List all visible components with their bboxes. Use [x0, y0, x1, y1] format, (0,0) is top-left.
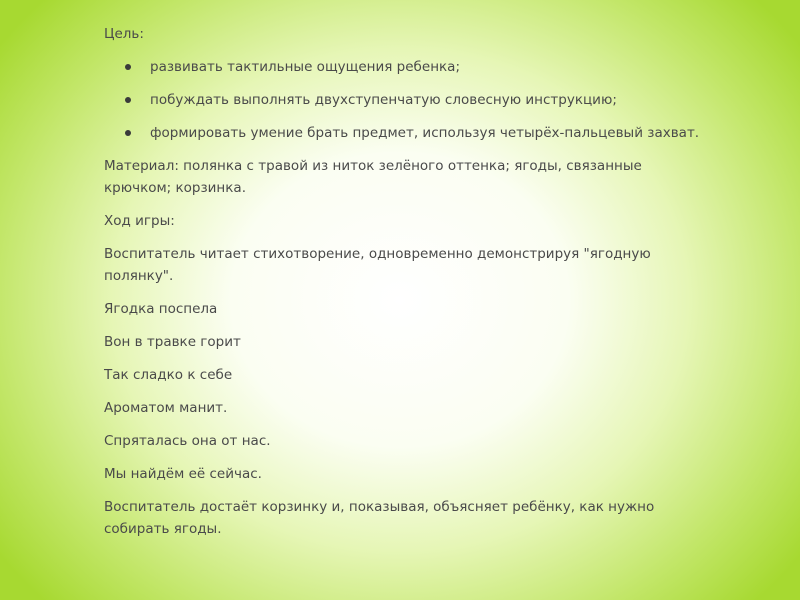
list-item [104, 89, 704, 111]
poem-line: Мы найдём её сейчас. [104, 466, 262, 482]
poem-line: Спряталась она от нас. [104, 433, 271, 449]
poem-line: Ягодка поспела [104, 301, 218, 317]
bullet-icon [125, 130, 131, 136]
goal-item-text: развивать тактильные ощущения ребенка; [150, 59, 460, 75]
list-item [104, 56, 704, 78]
material-paragraph: Материал: полянка с травой из ниток зелёного оттенка; ягоды, связанные крючком; корзинка. [104, 158, 642, 196]
closing-paragraph: Воспитатель достаёт корзинку и, показывая, объясняет ребёнку, как нужно собирать ягоды. [104, 499, 655, 537]
goal-heading: Цель: [104, 26, 144, 42]
poem-line: Так сладко к себе [104, 367, 233, 383]
goal-item-text: побуждать выполнять двухступенчатую словесную инструкцию; [150, 92, 617, 108]
list-item [104, 122, 704, 144]
poem-line: Вон в травке горит [104, 334, 241, 350]
goal-item-text: формировать умение брать предмет, используя четырёх-пальцевый захват. [150, 125, 700, 141]
goal-list [104, 56, 704, 144]
poem-line: Ароматом манит. [104, 400, 228, 416]
bullet-icon [125, 64, 131, 70]
slide-content [104, 23, 704, 551]
progress-heading: Ход игры: [104, 213, 175, 229]
intro-paragraph: Воспитатель читает стихотворение, одновременно демонстрируя "ягодную полянку". [104, 246, 651, 284]
bullet-icon [125, 97, 131, 103]
